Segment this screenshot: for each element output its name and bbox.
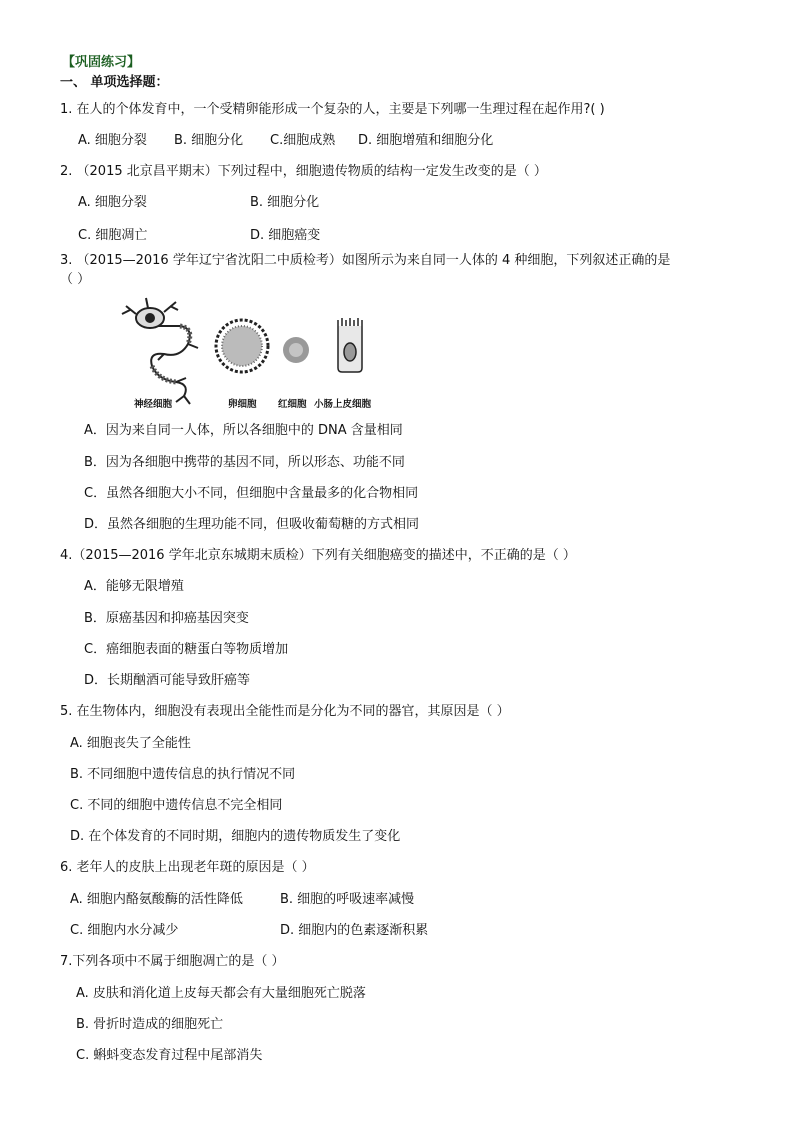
q2-option-d: D. 细胞癌变 — [250, 228, 321, 243]
q5-option-b: B. 不同细胞中遗传信息的执行情况不同 — [70, 767, 296, 782]
red-blood-cell-image — [283, 337, 309, 363]
q2-option-b: B. 细胞分化 — [250, 195, 320, 210]
section-heading: 一、 单项选择题： — [60, 75, 169, 90]
question-3-stem-cont: （ ） — [60, 272, 91, 287]
question-2-stem: 2. （2015 北京昌平期末）下列过程中，细胞遗传物质的结构一定发生改变的是（ ） — [60, 164, 547, 179]
figure-label-intestinal: 小肠上皮细胞 — [314, 399, 372, 410]
practice-title: 【巩固练习】 — [62, 55, 141, 70]
q7-option-a: A. 皮肤和消化道上皮每天都会有大量细胞死亡脱落 — [76, 986, 366, 1001]
question-5-stem: 5. 在生物体内，细胞没有表现出全能性而是分化为不同的器官，其原因是（ ） — [60, 704, 510, 719]
q6-option-b: B. 细胞的呼吸速率减慢 — [280, 892, 415, 907]
q3-option-d: D．虽然各细胞的生理功能不同，但吸收葡萄糖的方式相同 — [84, 517, 420, 532]
question-3-stem: 3. （2015—2016 学年辽宁省沈阳二中质检考）如图所示为来自同一人体的 4 种细胞，下列叙述正确的是 — [60, 253, 671, 268]
q2-option-a: A. 细胞分裂 — [78, 195, 147, 210]
q1-option-c: C.细胞成熟 — [270, 133, 336, 148]
q4-option-c: C．癌细胞表面的糖蛋白等物质增加 — [84, 642, 289, 657]
q6-option-d: D. 细胞内的色素逐渐积累 — [280, 923, 429, 938]
question-6-stem: 6. 老年人的皮肤上出现老年斑的原因是（ ） — [60, 860, 315, 875]
neuron-image — [122, 298, 198, 404]
question-7-stem: 7.下列各项中不属于细胞凋亡的是（ ） — [60, 954, 285, 969]
q5-option-d: D. 在个体发育的不同时期，细胞内的遗传物质发生了变化 — [70, 829, 401, 844]
q6-option-a: A. 细胞内酪氨酸酶的活性降低 — [70, 892, 243, 907]
q7-option-c: C. 蝌蚪变态发育过程中尾部消失 — [76, 1048, 263, 1063]
q2-option-c: C. 细胞凋亡 — [78, 228, 148, 243]
q5-option-a: A. 细胞丧失了全能性 — [70, 736, 191, 751]
q4-option-a: A．能够无限增殖 — [84, 579, 184, 594]
q3-option-b: B．因为各细胞中携带的基因不同，所以形态、功能不同 — [84, 455, 405, 470]
q1-option-a: A. 细胞分裂 — [78, 133, 147, 148]
q4-option-d: D．长期酗酒可能导致肝癌等 — [84, 673, 251, 688]
q1-option-b: B. 细胞分化 — [174, 133, 244, 148]
intestinal-cell-image — [338, 318, 362, 372]
q4-option-b: B．原癌基因和抑癌基因突变 — [84, 611, 249, 626]
figure-label-neuron: 神经细胞 — [134, 399, 173, 410]
figure-label-rbc: 红细胞 — [278, 399, 307, 410]
question-1-stem: 1. 在人的个体发育中，一个受精卵能形成一个复杂的人，主要是下列哪一生理过程在起作用?( ) — [60, 102, 605, 117]
question-4-stem: 4.（2015—2016 学年北京东城期末质检）下列有关细胞癌变的描述中，不正确的是（ ） — [60, 548, 576, 563]
q1-option-d: D. 细胞增殖和细胞分化 — [358, 133, 494, 148]
q6-option-c: C. 细胞内水分减少 — [70, 923, 179, 938]
figure-label-egg: 卵细胞 — [228, 399, 257, 410]
egg-cell-image — [216, 320, 268, 372]
q7-option-b: B. 骨折时造成的细胞死亡 — [76, 1017, 224, 1032]
q3-option-c: C．虽然各细胞大小不同，但细胞中含量最多的化合物相同 — [84, 486, 419, 501]
q5-option-c: C. 不同的细胞中遗传信息不完全相同 — [70, 798, 283, 813]
q3-option-a: A．因为来自同一人体，所以各细胞中的 DNA 含量相同 — [84, 423, 403, 438]
